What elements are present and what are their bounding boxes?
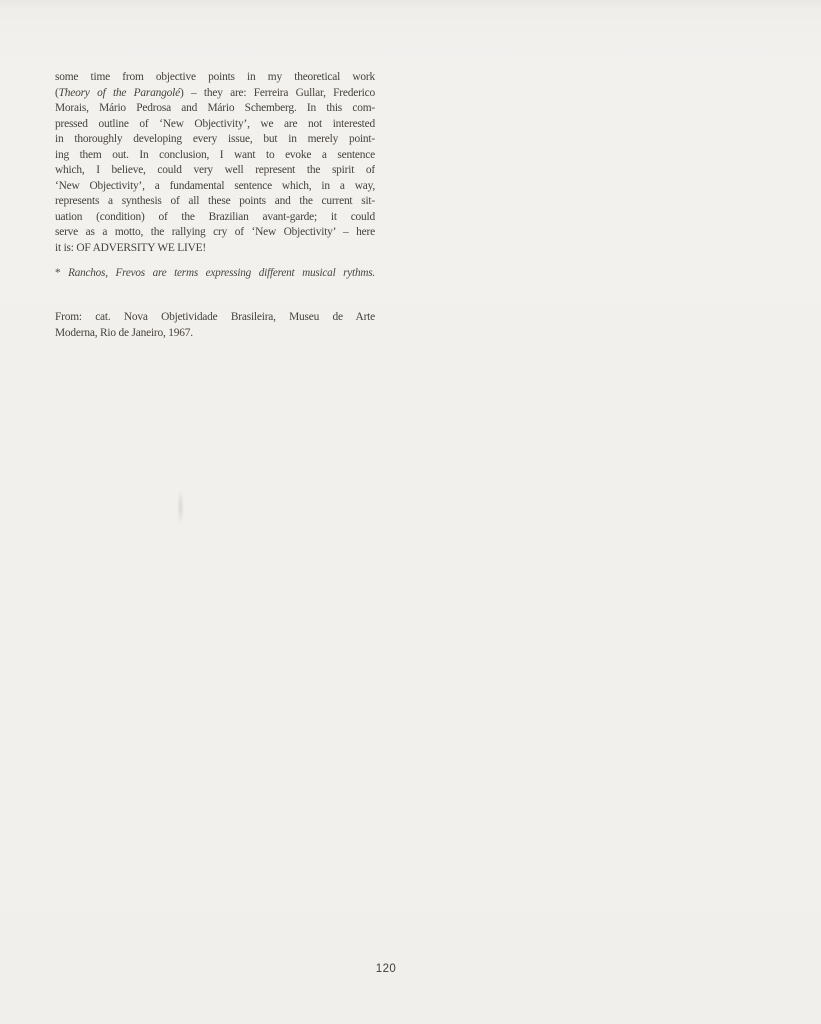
body-line: pressed outline of ‘New Objectivity’, we are not interested — [55, 117, 375, 130]
citation-line: Moderna, Rio de Janeiro, 1967. — [55, 326, 193, 339]
body-line: Morais, Mário Pedrosa and Mário Schemberg. In this com- — [55, 102, 375, 115]
body-line — [55, 86, 375, 102]
body-line: ing them out. In conclusion, I want to evoke a sentence — [55, 148, 375, 161]
footnote-text: Ranchos, Frevos are terms expressing different musical rythms. — [68, 267, 375, 279]
citation — [55, 310, 375, 341]
footnote-marker: * — [55, 267, 61, 279]
scan-artifact — [177, 490, 184, 524]
page-number: 120 — [375, 963, 397, 975]
body-line: in thoroughly developing every issue, but in merely point- — [55, 133, 375, 146]
body-line: it is: OF ADVERSITY WE LIVE! — [55, 242, 207, 255]
body-line-segment: ( — [55, 86, 59, 99]
body-paragraph — [55, 70, 375, 257]
body-line: which, I believe, could very well represent the spirit of — [55, 164, 375, 177]
body-line-italic-segment: Theory of the Parangolé — [58, 86, 180, 99]
body-line-segment: ) – they are: Ferreira Gullar, Frederico — [179, 86, 375, 99]
body-line: represents a synthesis of all these points and the current sit- — [55, 195, 375, 208]
footnote — [55, 266, 375, 281]
citation-line: From: cat. Nova Objetividade Brasileira, Museu de Arte — [55, 311, 375, 323]
body-line: serve as a motto, the rallying cry of ‘New Objectivity’ – here — [55, 226, 375, 239]
body-line: ‘New Objectivity’, a fundamental sentence which, in a way, — [55, 179, 375, 192]
body-line: uation (condition) of the Brazilian avant-garde; it could — [55, 210, 375, 223]
body-line: some time from objective points in my theoretical work — [55, 71, 375, 83]
